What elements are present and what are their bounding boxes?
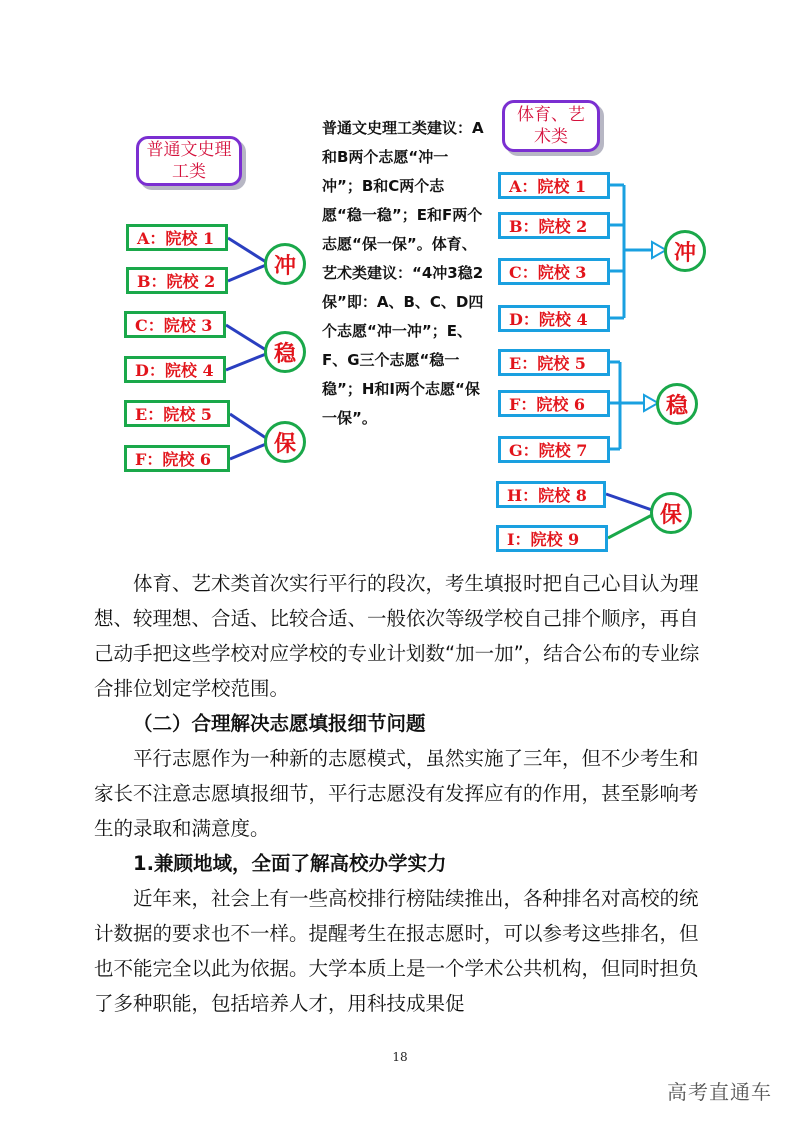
right-item-g: G：院校 7 xyxy=(498,436,610,463)
right-item-d: D：院校 4 xyxy=(498,305,610,332)
left-circle-wen: 稳 xyxy=(264,331,306,373)
page-number: 18 xyxy=(392,1050,408,1064)
left-item-d: D：院校 4 xyxy=(124,356,226,383)
left-item-c: C：院校 3 xyxy=(124,311,226,338)
left-item-f: F：院校 6 xyxy=(124,445,230,472)
body-paragraph-1: 体育、艺术类首次实行平行的段次，考生填报时把自己心目认为理想、较理想、合适、比较合适、一般依次等级学校自己排个顺序，再自己动手把这些学校对应学校的专业计划数“加一加”，结合公布的专业综合排位划定学校范围。 xyxy=(94,572,700,700)
left-circle-bao: 保 xyxy=(264,421,306,463)
left-category-title: 普通文史理工类 xyxy=(136,136,242,186)
left-item-a: A：院校 1 xyxy=(126,224,228,251)
watermark: 高考直通车 xyxy=(667,1080,772,1104)
right-circle-wen: 稳 xyxy=(656,383,698,425)
body-paragraph-3: 近年来，社会上有一些高校排行榜陆续推出，各种排名对高校的统计数据的要求也不一样。提醒考生在报志愿时，可以参考这些排名，但也不能完全以此为依据。大学本质上是一个学术公共机构，但同时担负了多种职能，包括培养人才，用科技成果促 xyxy=(94,887,699,1015)
right-item-a: A：院校 1 xyxy=(498,172,610,199)
section-heading-2: （二）合理解决志愿填报细节问题 xyxy=(133,712,426,735)
left-circle-chong: 冲 xyxy=(264,243,306,285)
right-item-h: H：院校 8 xyxy=(496,481,606,508)
left-item-e: E：院校 5 xyxy=(124,400,230,427)
right-category-title: 体育、艺术类 xyxy=(502,100,600,152)
left-item-b: B：院校 2 xyxy=(126,267,228,294)
body-paragraph-2: 平行志愿作为一种新的志愿模式，虽然实施了三年，但不少考生和家长不注意志愿填报细节，平行志愿没有发挥应有的作用，甚至影响考生的录取和满意度。 xyxy=(94,747,699,840)
right-item-f: F：院校 6 xyxy=(498,390,610,417)
right-circle-bao: 保 xyxy=(650,492,692,534)
right-item-b: B：院校 2 xyxy=(498,212,610,239)
right-item-i: I：院校 9 xyxy=(496,525,608,552)
subsection-heading-1: 1.兼顾地域，全面了解高校办学实力 xyxy=(133,852,447,875)
diagram-center-text: 普通文史理工类建议：A和B两个志愿“冲一冲”；B和C两个志愿“稳一稳”；E和F两个志愿“保一保”。体育、艺术类建议：“4冲3稳2保”即：A、B、C、D四个志愿“冲一冲”；E、F、G三个志愿“稳一稳”；H和I两个志愿“保一保”。 xyxy=(322,119,484,427)
right-item-e: E：院校 5 xyxy=(498,349,610,376)
right-circle-chong: 冲 xyxy=(664,230,706,272)
right-item-c: C：院校 3 xyxy=(498,258,610,285)
